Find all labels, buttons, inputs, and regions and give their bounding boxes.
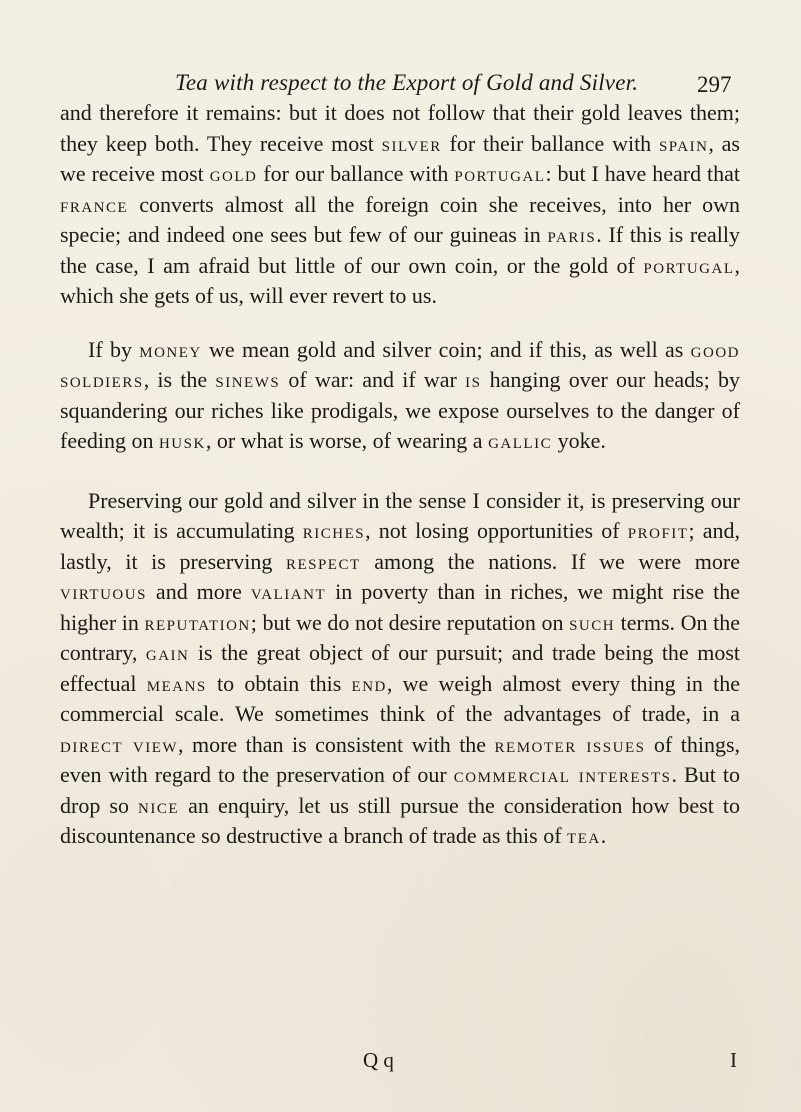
small-caps-term: gain <box>145 641 190 665</box>
text-segment: , as we receive most <box>60 130 740 186</box>
paragraph-3 <box>60 486 740 852</box>
small-caps-term: such <box>569 610 616 635</box>
small-caps-term: silver <box>381 131 442 156</box>
text-segment: and therefore it remains: but it does not follow that their gold leaves them; they keep both. They receive most <box>60 100 740 156</box>
text-segment: ; but we do not desire reputation on <box>250 609 570 635</box>
text-segment: Preserving our gold and silver in the sense I consider it, is preserving our wealth; it is accumulating <box>60 487 740 543</box>
text-segment: of war: and if war <box>280 367 466 392</box>
paragraph-1 <box>60 98 740 312</box>
small-caps-term: virtuous <box>60 580 147 604</box>
small-caps-term: france <box>60 192 129 217</box>
small-caps-term: valiant <box>250 580 327 604</box>
text-segment: , which she gets of us, will ever revert to us. <box>60 252 740 308</box>
small-caps-term: portugal <box>454 162 546 186</box>
small-caps-term: spain <box>658 131 709 156</box>
text-segment: terms. On the contrary, <box>60 609 740 665</box>
small-caps-term: tea <box>567 824 601 848</box>
small-caps-term: gallic <box>488 429 553 453</box>
small-caps-term: commercial interests <box>453 763 672 787</box>
text-segment: among the nations. If we were more <box>360 548 740 574</box>
text-segment: . If this is really the case, I am afraid but little of our own coin, or the gold of <box>60 222 740 278</box>
text-segment: of things, even with regard to the preservation of our <box>60 731 741 787</box>
text-segment: for our ballance with <box>257 161 455 186</box>
text-segment: , or what is worse, of wearing a <box>205 428 489 453</box>
small-caps-term: nice <box>138 793 180 818</box>
small-caps-term: profit <box>627 519 689 543</box>
paragraph-2 <box>60 335 740 457</box>
text-segment: in poverty than in riches, we might rise the higher in <box>60 579 741 635</box>
text-segment: . But to drop so <box>60 762 740 818</box>
text-segment: , more than is consistent with the <box>178 731 495 757</box>
page-number: 297 <box>697 72 732 97</box>
small-caps-term: portugal <box>643 253 735 278</box>
small-caps-term: remoter issues <box>494 732 646 757</box>
small-caps-term: sinews <box>215 368 281 392</box>
signature-mark: Q q <box>363 1048 394 1072</box>
small-caps-term: paris <box>547 223 597 247</box>
small-caps-term: direct view <box>60 732 179 757</box>
text-segment: , we weigh almost every thing in the commercial scale. We sometimes think of the advantages of trade, in a <box>60 670 741 726</box>
text-segment: hanging over our heads; by squandering our riches like prodigals, we expose ourselves to the danger of feeding on <box>60 367 740 453</box>
text-segment: . <box>600 823 607 848</box>
small-caps-term: husk <box>158 429 206 453</box>
small-caps-term: money <box>139 337 202 362</box>
catchword: I <box>730 1048 737 1072</box>
body-text <box>60 98 740 852</box>
running-title: Tea with respect to the Export of Gold and Silver. <box>175 70 639 95</box>
text-segment: , not losing opportunities of <box>365 518 628 543</box>
text-segment: is the great object of our pursuit; and trade being the most effectual <box>60 640 740 696</box>
small-caps-term: riches <box>302 519 366 543</box>
small-caps-term: reputation <box>144 610 251 635</box>
small-caps-term: means <box>146 671 207 696</box>
small-caps-term: respect <box>285 549 361 574</box>
text-segment: an enquiry, let us still pursue the consideration how best to discountenance so destructive a branch of trade as this of <box>60 792 740 848</box>
small-caps-term: end <box>351 671 387 696</box>
text-segment: : but I have heard that <box>545 161 740 186</box>
text-segment: ; and, lastly, it is preserving <box>60 518 740 574</box>
text-segment: and more <box>146 579 251 604</box>
small-caps-term: gold <box>209 162 258 186</box>
text-segment: , is the <box>143 367 216 392</box>
small-caps-term: good soldiers <box>60 337 740 392</box>
text-segment: If by <box>88 336 140 362</box>
text-segment: converts almost all the foreign coin she receives, into her own specie; and indeed one sees but few of our guineas in <box>60 191 740 247</box>
page-footer <box>0 1048 801 1078</box>
text-segment: to obtain this <box>206 670 352 696</box>
text-segment: we mean gold and silver coin; and if this, as well as <box>201 336 691 362</box>
small-caps-term: is <box>465 368 482 392</box>
text-segment: for their ballance with <box>441 130 659 156</box>
text-segment: yoke. <box>552 428 606 453</box>
